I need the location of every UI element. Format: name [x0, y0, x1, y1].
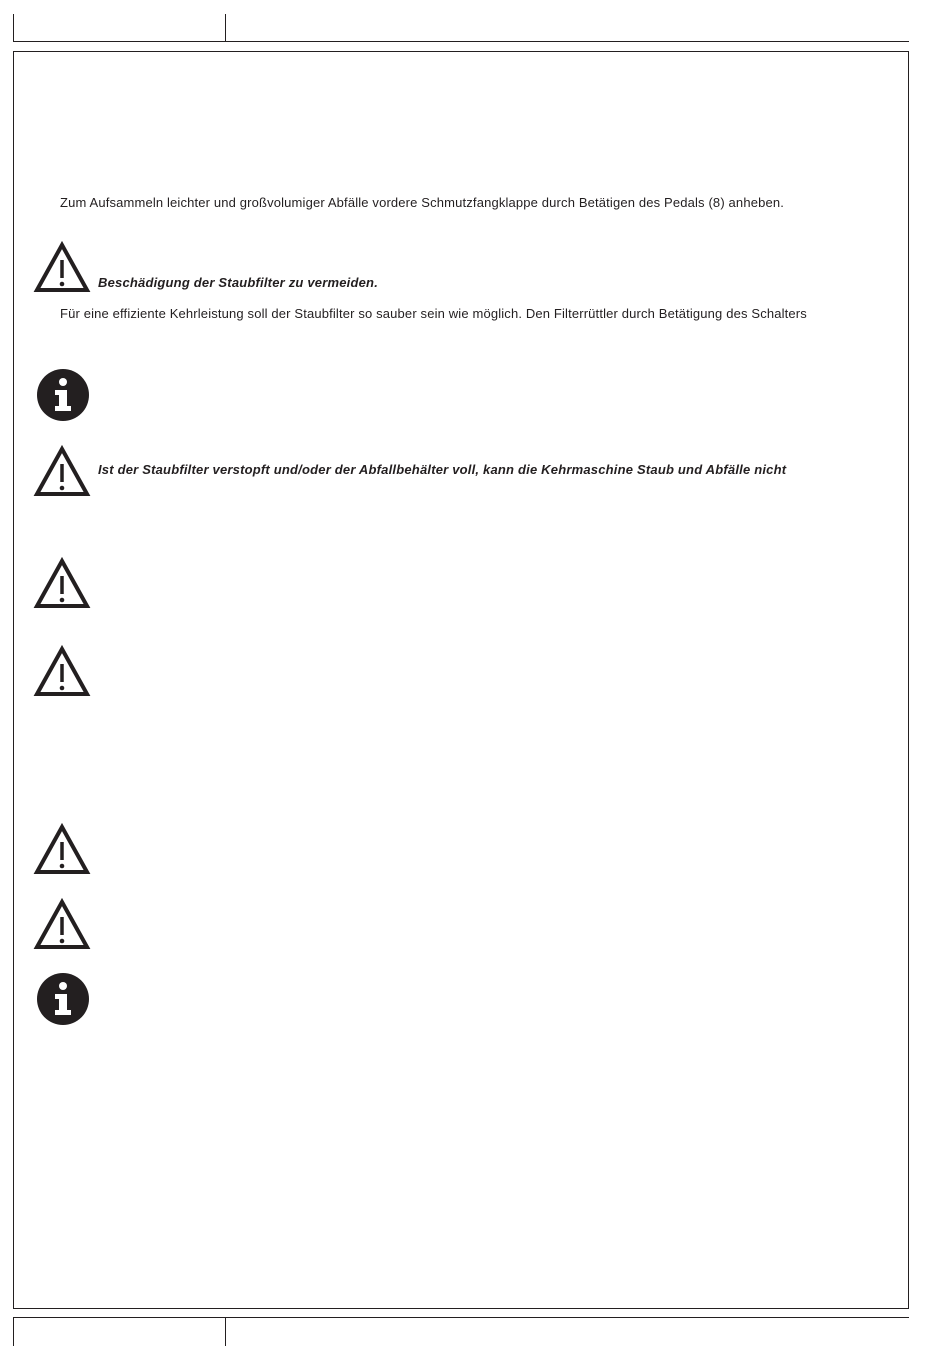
warning-text-filter-clogged: Ist der Staubfilter verstopft und/oder der Abfallbehälter voll, kann die Kehrmaschine Staub und Abfälle nicht — [98, 462, 787, 477]
warning-icon — [33, 644, 91, 698]
info-icon — [36, 972, 90, 1026]
header-left-edge — [13, 14, 14, 41]
paragraph-filter-shaker: Für eine effiziente Kehrleistung soll der Staubfilter so sauber sein wie möglich. Den Filterrüttler durch Betätigung des Schalters — [60, 306, 807, 321]
footer-rule — [13, 1317, 909, 1318]
warning-icon — [33, 240, 91, 294]
footer-left-edge — [13, 1317, 14, 1346]
warning-icon — [33, 556, 91, 610]
info-icon — [36, 368, 90, 422]
paragraph-flap: Zum Aufsammeln leichter und großvolumiger Abfälle vordere Schmutzfangklappe durch Betätigen des Pedals (8) anheben. — [60, 195, 784, 210]
warning-icon — [33, 822, 91, 876]
header-rule — [13, 41, 909, 42]
header-tick — [225, 14, 226, 41]
warning-text-filter-damage: Beschädigung der Staubfilter zu vermeiden. — [98, 275, 379, 290]
warning-icon — [33, 897, 91, 951]
footer-tick — [225, 1317, 226, 1346]
warning-icon — [33, 444, 91, 498]
page-frame — [13, 51, 909, 1309]
